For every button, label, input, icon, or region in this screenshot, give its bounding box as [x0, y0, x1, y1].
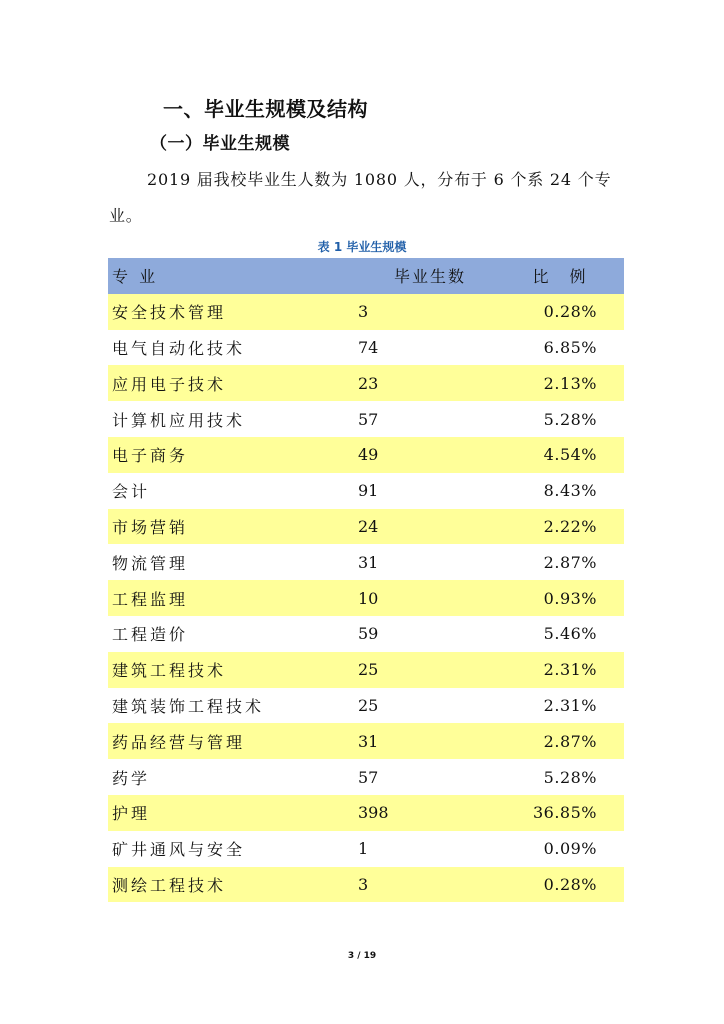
cell-major: 护理	[112, 804, 151, 824]
table-row	[108, 544, 624, 580]
table-row	[108, 365, 624, 401]
subsection-title: （一）毕业生规模	[150, 134, 290, 154]
cell-count: 3	[358, 874, 369, 894]
cell-count: 31	[358, 552, 379, 572]
cell-major: 矿井通风与安全	[112, 840, 246, 860]
table-row	[108, 437, 624, 473]
cell-ratio: 8.43%	[543, 481, 597, 501]
table-caption: 表 1 毕业生规模	[317, 240, 407, 254]
cell-ratio: 2.87%	[543, 731, 597, 751]
table-row	[108, 795, 624, 831]
table-row	[108, 509, 624, 545]
cell-ratio: 0.93%	[543, 588, 597, 608]
section-title: 一、毕业生规模及结构	[163, 97, 368, 121]
table-row	[108, 759, 624, 795]
intro-paragraph-text: 2019 届我校毕业生人数为 1080 人，分布于 6 个系 24 个专业。	[109, 170, 612, 225]
table-body	[108, 294, 624, 903]
cell-ratio: 0.09%	[543, 839, 597, 859]
cell-ratio: 36.85%	[532, 803, 597, 823]
cell-count: 24	[358, 516, 379, 536]
table-row	[108, 473, 624, 509]
table-row	[108, 723, 624, 759]
cell-count: 23	[358, 373, 379, 393]
cell-count: 25	[358, 695, 379, 715]
cell-major: 工程监理	[112, 589, 189, 609]
cell-major: 药品经营与管理	[112, 732, 246, 752]
table-row	[108, 294, 624, 330]
table-row	[108, 401, 624, 437]
table-row	[108, 831, 624, 867]
cell-ratio: 2.22%	[543, 516, 597, 536]
cell-major: 计算机应用技术	[112, 410, 246, 430]
cell-ratio: 5.46%	[543, 624, 597, 644]
cell-major: 建筑工程技术	[112, 661, 227, 681]
cell-major: 市场营销	[112, 517, 189, 537]
cell-major: 工程造价	[112, 625, 189, 645]
cell-ratio: 5.28%	[543, 409, 597, 429]
cell-major: 安全技术管理	[112, 303, 227, 323]
cell-ratio: 2.13%	[543, 373, 597, 393]
cell-major: 电气自动化技术	[112, 338, 246, 358]
cell-count: 59	[358, 624, 379, 644]
cell-major: 会计	[112, 482, 151, 502]
cell-count: 3	[358, 302, 369, 322]
cell-ratio: 0.28%	[543, 302, 597, 322]
cell-major: 测绘工程技术	[112, 875, 227, 895]
cell-major: 电子商务	[112, 446, 189, 466]
cell-ratio: 2.31%	[543, 660, 597, 680]
cell-ratio: 6.85%	[543, 337, 597, 357]
cell-count: 10	[358, 588, 379, 608]
cell-major: 物流管理	[112, 553, 189, 573]
cell-count: 57	[358, 409, 379, 429]
cell-ratio: 5.28%	[543, 767, 597, 787]
table-header-row	[108, 258, 624, 294]
header-ratio: 比 例	[532, 267, 594, 287]
cell-ratio: 2.31%	[543, 695, 597, 715]
table-row	[108, 616, 624, 652]
cell-count: 74	[358, 337, 379, 357]
cell-major: 建筑装饰工程技术	[112, 696, 265, 716]
header-count: 毕业生数	[393, 267, 466, 287]
table-row	[108, 688, 624, 724]
graduate-scale-table	[108, 258, 624, 902]
cell-count: 91	[358, 481, 379, 501]
table-row	[108, 652, 624, 688]
intro-paragraph	[109, 162, 617, 234]
table-row	[108, 867, 624, 903]
page-number: 3 / 19	[347, 951, 377, 961]
table-row	[108, 330, 624, 366]
cell-ratio: 0.28%	[543, 874, 597, 894]
cell-ratio: 2.87%	[543, 552, 597, 572]
cell-count: 398	[358, 803, 389, 823]
header-major: 专 业	[112, 267, 159, 287]
cell-major: 药学	[112, 768, 151, 788]
cell-count: 31	[358, 731, 379, 751]
table-row	[108, 580, 624, 616]
cell-ratio: 4.54%	[543, 445, 597, 465]
cell-count: 49	[358, 445, 379, 465]
cell-count: 25	[358, 660, 379, 680]
cell-count: 57	[358, 767, 379, 787]
cell-major: 应用电子技术	[112, 374, 227, 394]
cell-count: 1	[358, 839, 369, 859]
